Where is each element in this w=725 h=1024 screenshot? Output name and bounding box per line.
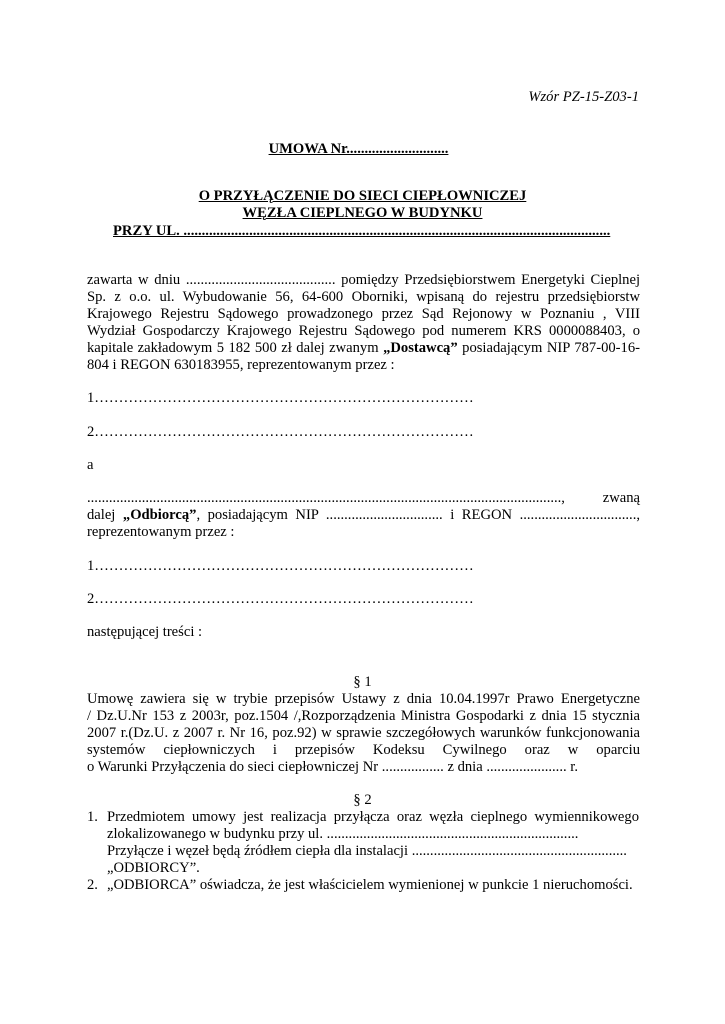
- intro-line-5: [87, 340, 640, 357]
- intro-line-6: 804 i REGON 630183955, reprezentowanym przez :: [87, 357, 395, 373]
- intro-line-1: zawarta w dniu ......................................... pomiędzy Przedsiębiorstwem Energetyki Cieplnej: [87, 272, 640, 288]
- recipient-line-3: reprezentowanym przez :: [87, 524, 235, 540]
- recipient-line-1: .................................................................................................................................., zwaną: [87, 490, 640, 506]
- section-1-heading: § 1: [353, 674, 372, 690]
- intro-line-5-end: posiadającym NIP 787-00-16-: [457, 340, 640, 356]
- contract-subtitle-line-2: WĘZŁA CIEPLNEGO W BUDYNKU: [242, 205, 483, 221]
- supplier-term: „Dostawcą”: [383, 340, 458, 356]
- intro-line-4: Wydział Gospodarczy Krajowego Rejestru Sądowego pod numerem KRS 0000088403, o: [87, 323, 640, 339]
- recipient-representative-2: 2……………………………………………………………………: [87, 591, 474, 607]
- section-1-line-5: o Warunki Przyłączenia do sieci ciepłowniczej Nr ................. z dnia ...................... r.: [87, 759, 578, 775]
- section-2-item-1-line-1: Przedmiotem umowy jest realizacja przyłącza oraz węzła cieplnego wymiennikowego: [107, 809, 639, 825]
- section-2-item-1-line-4: „ODBIORCY”.: [107, 860, 200, 876]
- section-2-item-1-number: 1.: [87, 809, 98, 825]
- contract-subtitle-line-1: O PRZYŁĄCZENIE DO SIECI CIEPŁOWNICZEJ: [198, 188, 527, 204]
- section-1-line-2: / Dz.U.Nr 153 z 2003r, poz.1504 /,Rozporządzenia Ministra Gospodarki z dnia 15 stycznia: [87, 708, 640, 724]
- section-1-line-1: Umowę zawiera się w trybie przepisów Ustawy z dnia 10.04.1997r Prawo Energetyczne: [87, 691, 640, 707]
- section-2-item-1-line-2: zlokalizowanego w budynku przy ul. .....................................................................: [107, 826, 579, 842]
- supplier-representative-1: 1……………………………………………………………………: [87, 390, 474, 406]
- section-2-item-1-line-3: Przyłącze i węzeł będą źródłem ciepła dla instalacji ...........................................................: [107, 843, 627, 859]
- contract-subtitle-line-3: PRZY UL. .....................................................................................................................: [113, 223, 611, 239]
- and-word: a: [87, 457, 94, 473]
- section-1-line-4: systemów ciepłowniczych i przepisów Kodeksu Cywilnego oraz w oparciu: [87, 742, 640, 758]
- recipient-line-2-start: dalej: [87, 507, 123, 523]
- recipient-representative-1: 1……………………………………………………………………: [87, 558, 474, 574]
- section-2-item-2-line-1: „ODBIORCA” oświadcza, że jest właścicielem wymienionej w punkcie 1 nieruchomości.: [107, 877, 633, 893]
- following-text: następującej treści :: [87, 624, 203, 640]
- recipient-line-2: [87, 507, 640, 524]
- section-1-line-3: 2007 r.(Dz.U. z 2007 r. Nr 16, poz.92) w sprawie szczegółowych warunków funkcjonowania: [87, 725, 640, 741]
- form-code: Wzór PZ-15-Z03-1: [528, 89, 639, 105]
- intro-line-3: Krajowego Rejestru Sądowego prowadzonego przez Sąd Rejonowy w Poznaniu , VIII: [87, 306, 640, 322]
- intro-line-2: Sp. z o.o. ul. Wybudowanie 56, 64-600 Oborniki, wpisaną do rejestru przedsiębiorstw: [87, 289, 640, 305]
- section-2-heading: § 2: [353, 792, 372, 808]
- section-2-item-2-number: 2.: [87, 877, 98, 893]
- supplier-representative-2: 2……………………………………………………………………: [87, 424, 474, 440]
- recipient-term: „Odbiorcą”: [122, 507, 197, 523]
- contract-title: UMOWA Nr............................: [268, 141, 449, 157]
- recipient-line-2-end: , posiadającym NIP ................................ i REGON ................................,: [196, 507, 640, 523]
- intro-line-5-start: kapitale zakładowym 5 182 500 zł dalej zwanym: [87, 340, 384, 356]
